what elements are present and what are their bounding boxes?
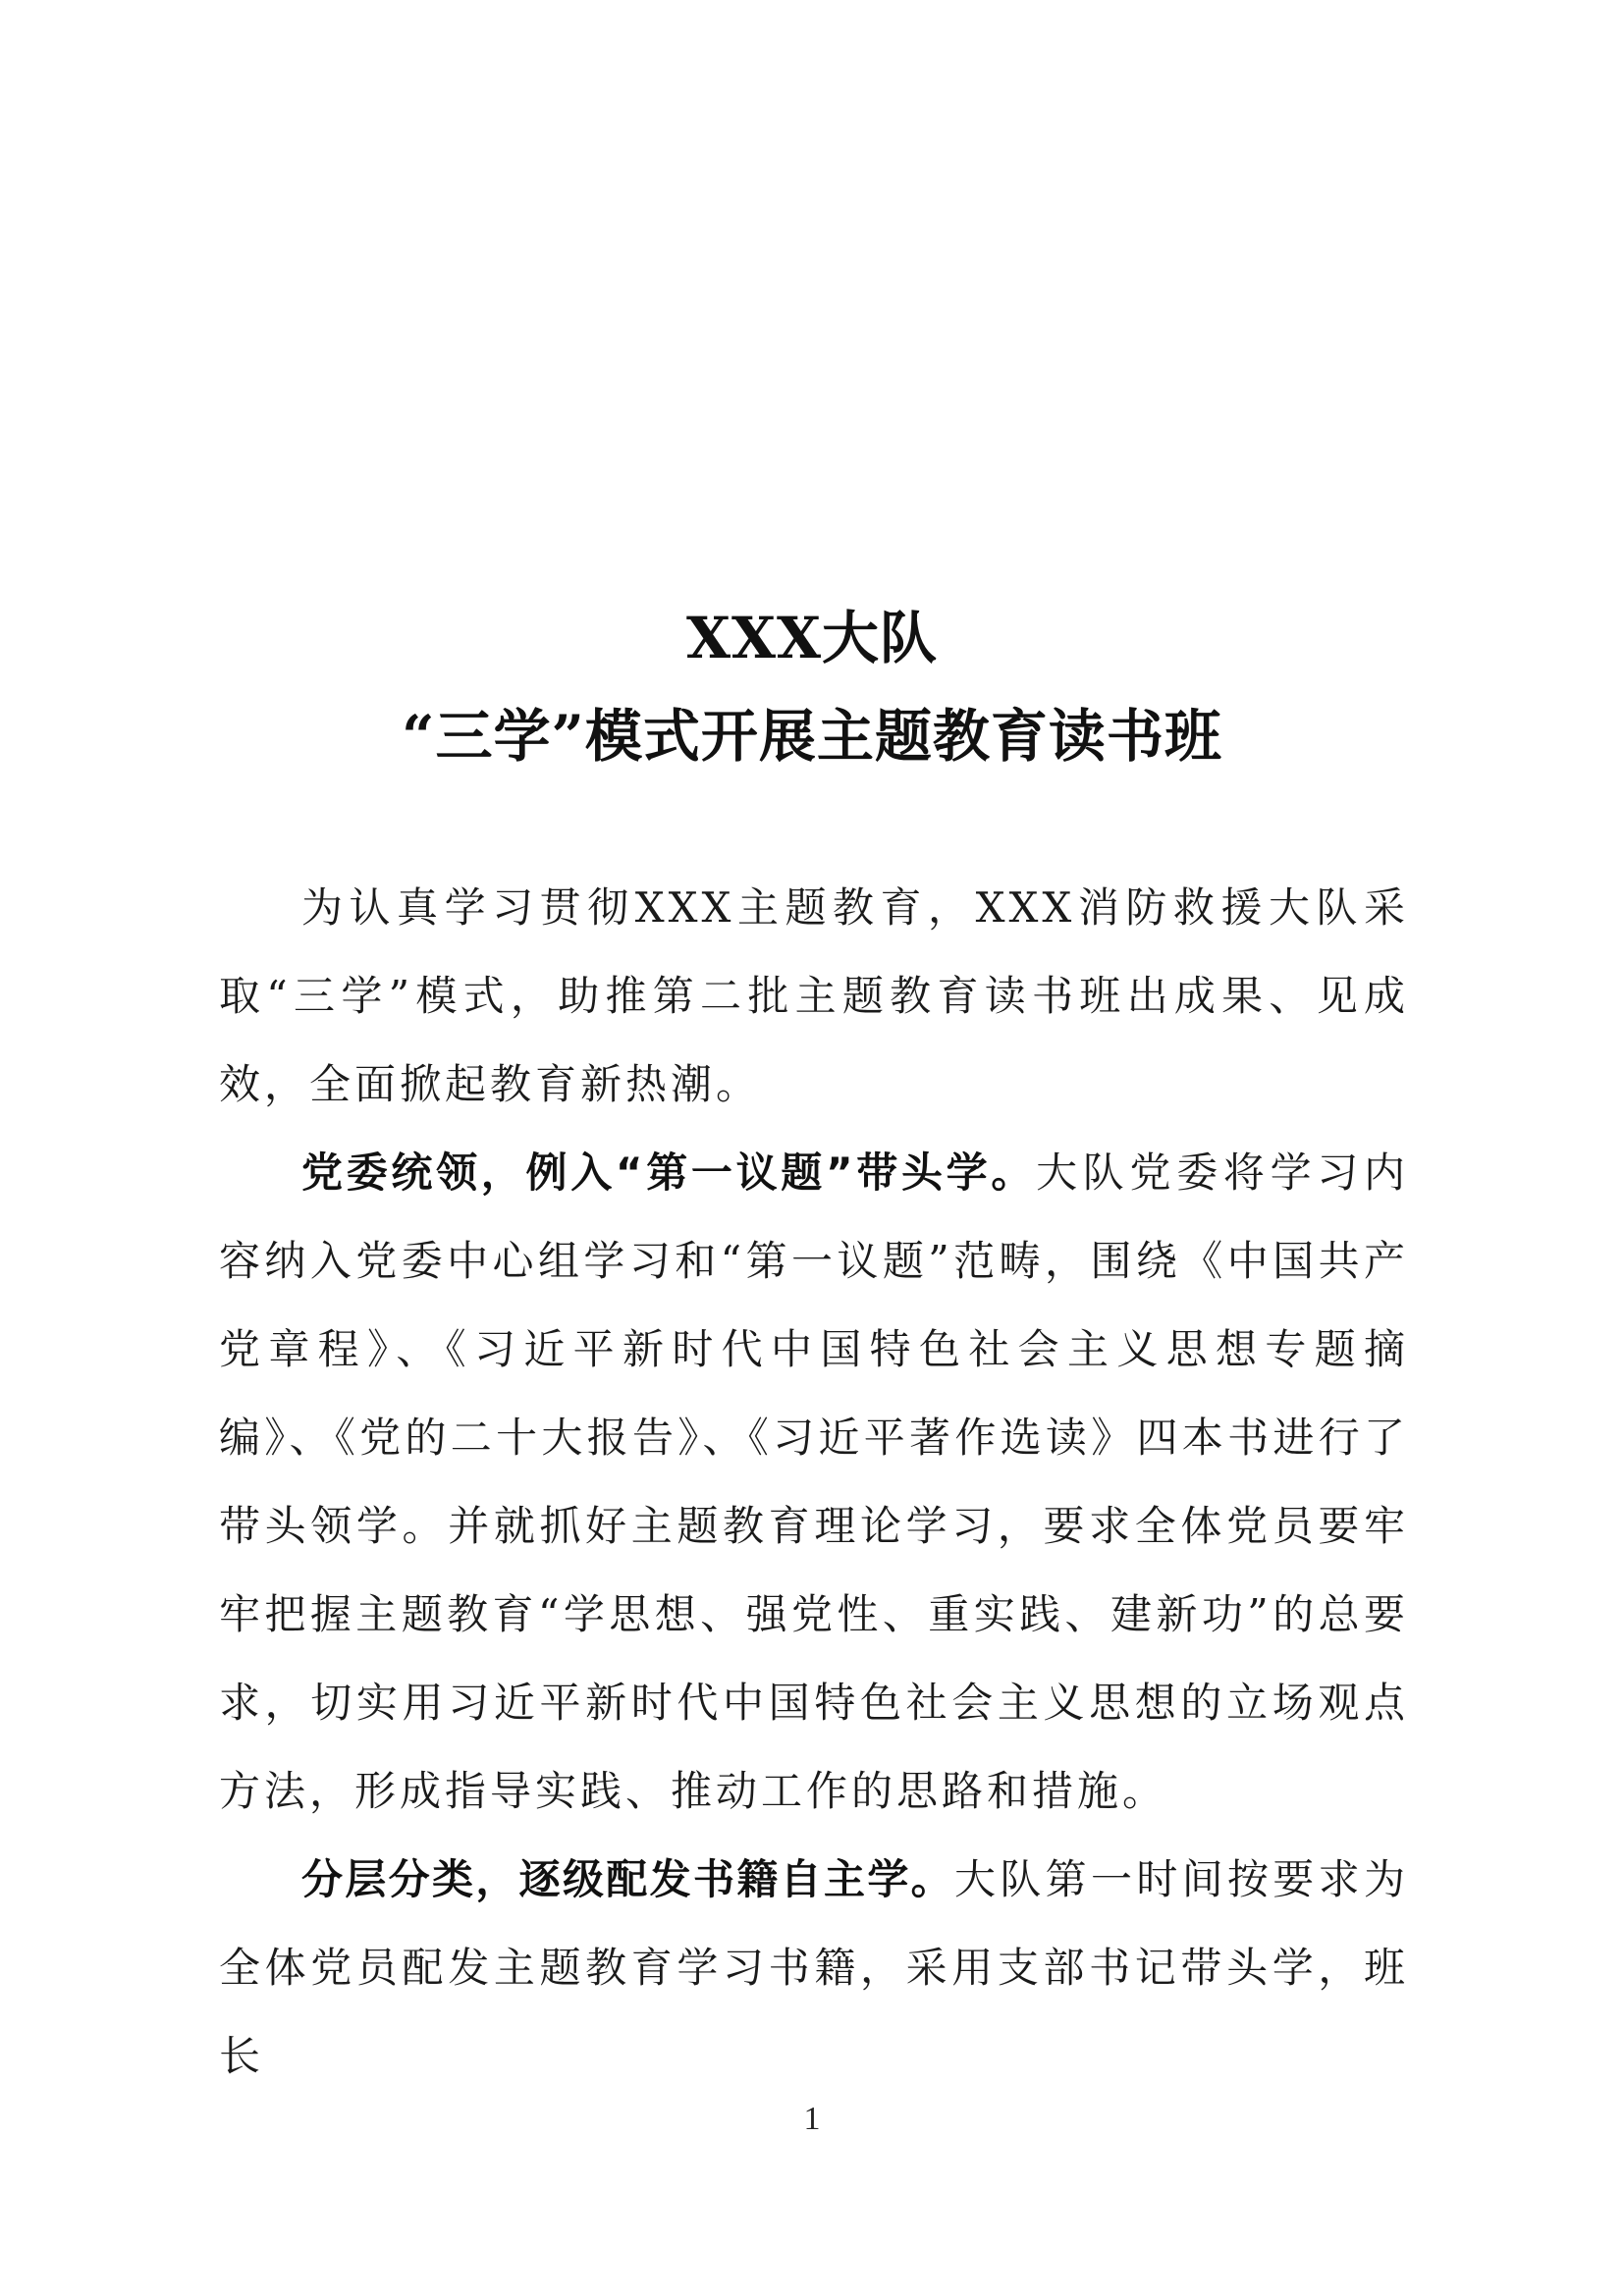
section-text-2: 大队第一时间按要求为全体党员配发主题教育学习书籍，采用支部书记带头学，班长 <box>219 1855 1409 2080</box>
document-title <box>0 589 1624 785</box>
section-heading-1: 党委统领，例入“第一议题”带头学。 <box>301 1148 1037 1197</box>
section-heading-2: 分层分类，逐级配发书籍自主学。 <box>301 1855 954 1903</box>
title-line-2: “三学”模式开展主题教育读书班 <box>402 703 1222 770</box>
section-paragraph-2 <box>219 1836 1409 2101</box>
page-number: 1 <box>803 2101 821 2137</box>
title-line-1: XXX大队 <box>685 605 938 671</box>
section-text-1: 大队党委将学习内容纳入党委中心组学习和“第一议题”范畴，围绕《中国共产党章程》、《习近平新时代中国特色社会主义思想专题摘编》、《党的二十大报告》、《习近平著作选读》四本书进行了带头领学。并就抓好主题教育理论学习，要求全体党员要牢牢把握主题教育“学思想、强党性、重实践、建新功”的总要求，切实用习近平新时代中国特色社会主义思想的立场观点方法，形成指导实践、推动工作的思路和措施。 <box>219 1148 1409 1815</box>
section-paragraph-1 <box>219 1129 1409 1836</box>
document-body <box>219 864 1409 2101</box>
intro-paragraph: 为认真学习贯彻XXX主题教育，XXX消防救援大队采取“三学”模式，助推第二批主题教育读书班出成果、见成效，全面掀起教育新热潮。 <box>219 883 1409 1108</box>
